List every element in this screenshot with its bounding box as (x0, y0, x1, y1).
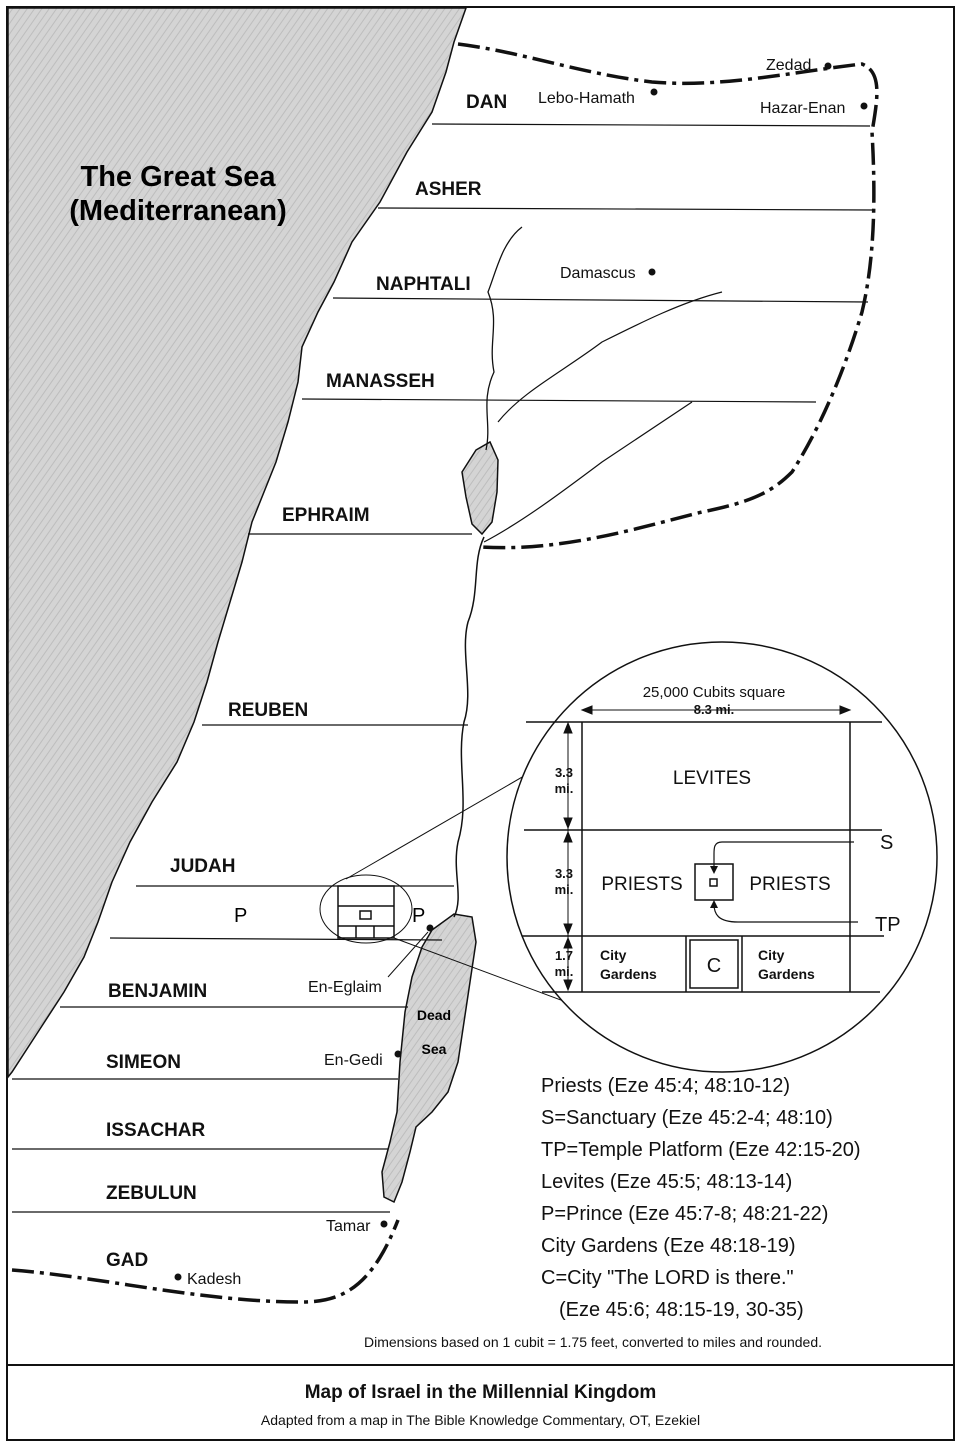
city-dot-damascus (649, 269, 656, 276)
tribe-label-judah: JUDAH (170, 856, 236, 877)
city-dot-en-eglaim (427, 925, 434, 932)
holy-district-small (320, 875, 412, 943)
inset-dim3-value: 1.7 (554, 948, 574, 963)
tribe-label-benjamin: BENJAMIN (108, 981, 208, 1002)
city-dot-zedad (825, 63, 832, 70)
city-dot-tamar (381, 1221, 388, 1228)
inset-dim1-unit: mi. (554, 781, 574, 796)
legend-item: C=City "The LORD is there." (541, 1267, 794, 1289)
inset-title: 25,000 Cubits square (642, 684, 786, 701)
city-dot-en-gedi (395, 1051, 402, 1058)
inset-city-gardens-left-line1: City (600, 947, 627, 963)
city-label-en-eglaim: En-Eglaim (308, 979, 382, 996)
inset-dim1-value: 3.3 (554, 765, 574, 780)
city-label-en-gedi: En-Gedi (324, 1052, 383, 1069)
dimensions-note: Dimensions based on 1 cubit = 1.75 feet, converted to miles and rounded. (364, 1334, 823, 1350)
sea-title-line1: The Great Sea (80, 161, 276, 193)
inset-city-gardens-right-line2: Gardens (758, 966, 815, 982)
legend-item: P=Prince (Eze 45:7-8; 48:21-22) (541, 1203, 829, 1225)
inset-priests-left: PRIESTS (601, 874, 683, 895)
dead-sea-label-line2: Sea (421, 1041, 447, 1057)
inset-dim3-unit: mi. (554, 964, 574, 979)
inset-city-gardens-right-line1: City (758, 947, 785, 963)
sea-of-galilee (462, 442, 498, 534)
city-dot-lebo-hamath (651, 89, 658, 96)
tribe-label-gad: GAD (106, 1250, 149, 1271)
legend (541, 1070, 941, 1326)
prince-label-left: P (234, 905, 248, 927)
inset-city-gardens-left-line2: Gardens (600, 966, 657, 982)
inset-priests-right: PRIESTS (749, 874, 831, 895)
city-label-zedad: Zedad (766, 57, 812, 74)
footer-title: Map of Israel in the Millennial Kingdom (304, 1382, 657, 1403)
city-dot-kadesh (175, 1274, 182, 1281)
inset-dim2-value: 3.3 (554, 866, 574, 881)
tribe-label-dan: DAN (466, 92, 508, 113)
city-label-lebo-hamath: Lebo-Hamath (538, 90, 635, 107)
footer (8, 1364, 953, 1441)
inset-tp-label: TP (875, 914, 901, 936)
inset-width-label: 8.3 mi. (693, 702, 735, 717)
city-dot-hazar-enan (861, 103, 868, 110)
dead-sea-label-line1: Dead (416, 1007, 452, 1023)
inset-levites-label: LEVITES (672, 768, 752, 789)
city-label-kadesh: Kadesh (187, 1271, 242, 1288)
tribe-label-manasseh: MANASSEH (326, 371, 435, 392)
inset-s-label: S (880, 832, 894, 854)
legend-item: Levites (Eze 45:5; 48:13-14) (541, 1171, 793, 1193)
legend-item: TP=Temple Platform (Eze 42:15-20) (541, 1139, 861, 1161)
legend-item: City Gardens (Eze 48:18-19) (541, 1235, 796, 1257)
tribe-label-naphtali: NAPHTALI (376, 274, 471, 295)
upper-jordan-river (486, 227, 522, 450)
pharpar-river (498, 292, 722, 422)
tribe-label-reuben: REUBEN (228, 700, 309, 721)
inset-city-label: C (706, 955, 722, 977)
footer-subtitle: Adapted from a map in The Bible Knowledge Commentary, OT, Ezekiel (260, 1412, 701, 1428)
tribe-label-zebulun: ZEBULUN (106, 1183, 197, 1204)
sea-title-line2: (Mediterranean) (69, 195, 287, 227)
city-label-damascus: Damascus (560, 265, 636, 282)
city-label-tamar: Tamar (326, 1218, 371, 1235)
legend-item: (Eze 45:6; 48:15-19, 30-35) (559, 1299, 804, 1321)
tribe-label-simeon: SIMEON (106, 1052, 181, 1073)
dead-sea (382, 914, 476, 1202)
legend-item: S=Sanctuary (Eze 45:2-4; 48:10) (541, 1107, 833, 1129)
tribe-label-asher: ASHER (415, 179, 482, 200)
tribe-label-issachar: ISSACHAR (106, 1120, 206, 1141)
tribe-label-ephraim: EPHRAIM (282, 505, 370, 526)
jordan-river (454, 537, 484, 917)
legend-item: Priests (Eze 45:4; 48:10-12) (541, 1075, 791, 1097)
city-label-hazar-enan: Hazar-Enan (760, 100, 846, 117)
inset-dim2-unit: mi. (554, 882, 574, 897)
map-frame (6, 6, 955, 1441)
prince-label-right: P (412, 905, 426, 927)
